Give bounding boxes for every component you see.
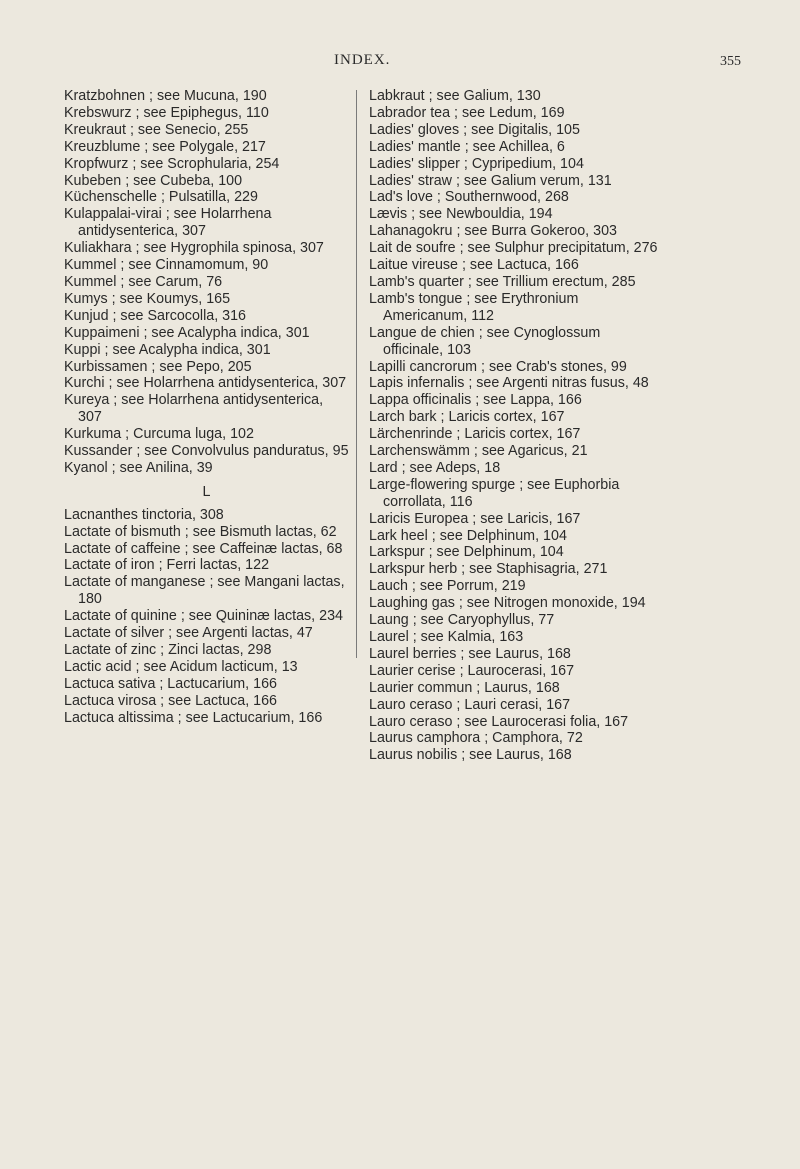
k-entries bbox=[64, 88, 349, 477]
index-entry: Lactate of bismuth ; see Bismuth lactas, 62 bbox=[64, 523, 337, 540]
index-entry: Lamb's tongue ; see Erythronium Americanum, 112 bbox=[369, 290, 579, 324]
index-entry: Langue de chien ; see Cynoglossum officinale, 103 bbox=[369, 324, 601, 358]
index-entry: Larchenswämm ; see Agaricus, 21 bbox=[369, 443, 588, 460]
page-number: 355 bbox=[720, 54, 741, 69]
index-entry: Larkspur herb ; see Staphisagria, 271 bbox=[369, 561, 608, 578]
index-entry: Laurel berries ; see Laurus, 168 bbox=[369, 645, 571, 662]
index-entry: Laurus nobilis ; see Laurus, 168 bbox=[369, 747, 572, 764]
index-entry: Laung ; see Caryophyllus, 77 bbox=[369, 612, 555, 629]
index-entry: Lactate of zinc ; Zinci lactas, 298 bbox=[64, 642, 272, 658]
column-divider bbox=[356, 90, 357, 658]
index-entry: Lævis ; see Newbouldia, 194 bbox=[369, 206, 553, 223]
index-entry: Küchenschelle ; Pulsatilla, 229 bbox=[64, 189, 258, 206]
index-entry: Lacnanthes tinctoria, 308 bbox=[64, 506, 224, 523]
index-entry: Kureya ; see Holarrhena antidysenterica, 307 bbox=[64, 392, 324, 426]
index-entry: Lad's love ; Southernwood, 268 bbox=[369, 189, 569, 206]
index-entry: Krebswurz ; see Epiphegus, 110 bbox=[64, 104, 269, 121]
index-entry: Kuppaimeni ; see Acalypha indica, 301 bbox=[64, 324, 310, 341]
index-entry: Laughing gas ; see Nitrogen monoxide, 194 bbox=[369, 595, 646, 612]
index-column-right bbox=[369, 88, 664, 764]
index-entry: Labrador tea ; see Ledum, 169 bbox=[369, 104, 565, 121]
index-entry: Kropfwurz ; see Scrophularia, 254 bbox=[64, 155, 280, 172]
section-letter: L bbox=[202, 483, 211, 500]
index-entry: Kreukraut ; see Senecio, 255 bbox=[64, 121, 249, 138]
index-entry: Lard ; see Adeps, 18 bbox=[369, 459, 501, 476]
l-entries-right bbox=[369, 88, 664, 764]
index-entry: Kulappalai-virai ; see Holarrhena antidysenterica, 307 bbox=[64, 206, 272, 240]
index-entry: Laurus camphora ; Camphora, 72 bbox=[369, 730, 583, 747]
index-entry: Kratzbohnen ; see Mucuna, 190 bbox=[64, 88, 267, 104]
index-entry: Kurkuma ; Curcuma luga, 102 bbox=[64, 426, 254, 443]
index-entry: Lahanagokru ; see Burra Gokeroo, 303 bbox=[369, 223, 617, 240]
l-entries-left bbox=[64, 507, 349, 727]
index-entry: Larkspur ; see Delphinum, 104 bbox=[369, 544, 564, 561]
index-entry: Kussander ; see Convolvulus panduratus, 95 bbox=[64, 443, 349, 460]
index-entry: Lauro ceraso ; Lauri cerasi, 167 bbox=[369, 696, 571, 713]
index-entry: Large-flowering spurge ; see Euphorbia corrollata, 116 bbox=[369, 476, 620, 510]
index-entry: Lactic acid ; see Acidum lacticum, 13 bbox=[64, 658, 298, 675]
index-entry: Lactuca altissima ; see Lactucarium, 166 bbox=[64, 709, 323, 726]
index-entry: Lactuca sativa ; Lactucarium, 166 bbox=[64, 675, 277, 692]
index-entry: Ladies' straw ; see Galium verum, 131 bbox=[369, 172, 612, 189]
index-entry: Kunjud ; see Sarcocolla, 316 bbox=[64, 307, 247, 324]
index-entry: Lait de soufre ; see Sulphur precipitatum, 276 bbox=[369, 240, 658, 257]
index-entry: Ladies' gloves ; see Digitalis, 105 bbox=[369, 121, 580, 138]
index-entry: Laricis Europea ; see Laricis, 167 bbox=[369, 510, 581, 527]
page-header bbox=[0, 52, 800, 76]
index-entry: Laurel ; see Kalmia, 163 bbox=[369, 629, 524, 645]
index-entry: Larch bark ; Laricis cortex, 167 bbox=[369, 409, 565, 426]
index-entry: Labkraut ; see Galium, 130 bbox=[369, 88, 541, 104]
index-entry: Lactuca virosa ; see Lactuca, 166 bbox=[64, 692, 277, 709]
index-entry: Ladies' mantle ; see Achillea, 6 bbox=[369, 138, 565, 155]
index-entry: Lamb's quarter ; see Trillium erectum, 285 bbox=[369, 273, 636, 290]
index-entry: Laurier cerise ; Laurocerasi, 167 bbox=[369, 662, 575, 679]
index-entry: Lärchenrinde ; Laricis cortex, 167 bbox=[369, 426, 581, 443]
index-entry: Lark heel ; see Delphinum, 104 bbox=[369, 527, 567, 544]
index-entry: Laitue vireuse ; see Lactuca, 166 bbox=[369, 257, 579, 274]
index-column-left bbox=[64, 88, 349, 727]
index-entry: Lactate of silver ; see Argenti lactas, 47 bbox=[64, 625, 313, 642]
index-entry: Laurier commun ; Laurus, 168 bbox=[369, 679, 560, 696]
index-entry: Kyanol ; see Anilina, 39 bbox=[64, 459, 213, 476]
index-entry: Lactate of iron ; Ferri lactas, 122 bbox=[64, 557, 270, 574]
index-entry: Lappa officinalis ; see Lappa, 166 bbox=[369, 392, 582, 409]
index-entry: Lapis infernalis ; see Argenti nitras fusus, 48 bbox=[369, 375, 649, 392]
index-entry: Lapilli cancrorum ; see Crab's stones, 99 bbox=[369, 358, 627, 375]
index-entry: Lactate of caffeine ; see Caffeinæ lactas, 68 bbox=[64, 540, 343, 557]
index-entry: Kuppi ; see Acalypha indica, 301 bbox=[64, 341, 271, 358]
index-entry: Lauro ceraso ; see Laurocerasi folia, 167 bbox=[369, 713, 629, 730]
index-entry: Lauch ; see Porrum, 219 bbox=[369, 578, 526, 595]
index-entry: Kurchi ; see Holarrhena antidysenterica, 307 bbox=[64, 375, 347, 392]
index-entry: Kubeben ; see Cubeba, 100 bbox=[64, 172, 243, 189]
index-entry: Kurbissamen ; see Pepo, 205 bbox=[64, 358, 252, 375]
index-entry: Kuliakhara ; see Hygrophila spinosa, 307 bbox=[64, 240, 324, 257]
index-entry: Kreuzblume ; see Polygale, 217 bbox=[64, 138, 266, 155]
header-title: INDEX. bbox=[334, 52, 391, 68]
index-entry: Lactate of quinine ; see Quininæ lactas, 234 bbox=[64, 608, 343, 625]
index-entry: Kummel ; see Carum, 76 bbox=[64, 273, 223, 290]
index-entry: Kumys ; see Koumys, 165 bbox=[64, 290, 231, 307]
index-entry: Lactate of manganese ; see Mangani lactas, 180 bbox=[64, 574, 345, 608]
index-entry: Kummel ; see Cinnamomum, 90 bbox=[64, 257, 269, 274]
index-entry: Ladies' slipper ; Cypripedium, 104 bbox=[369, 155, 584, 172]
